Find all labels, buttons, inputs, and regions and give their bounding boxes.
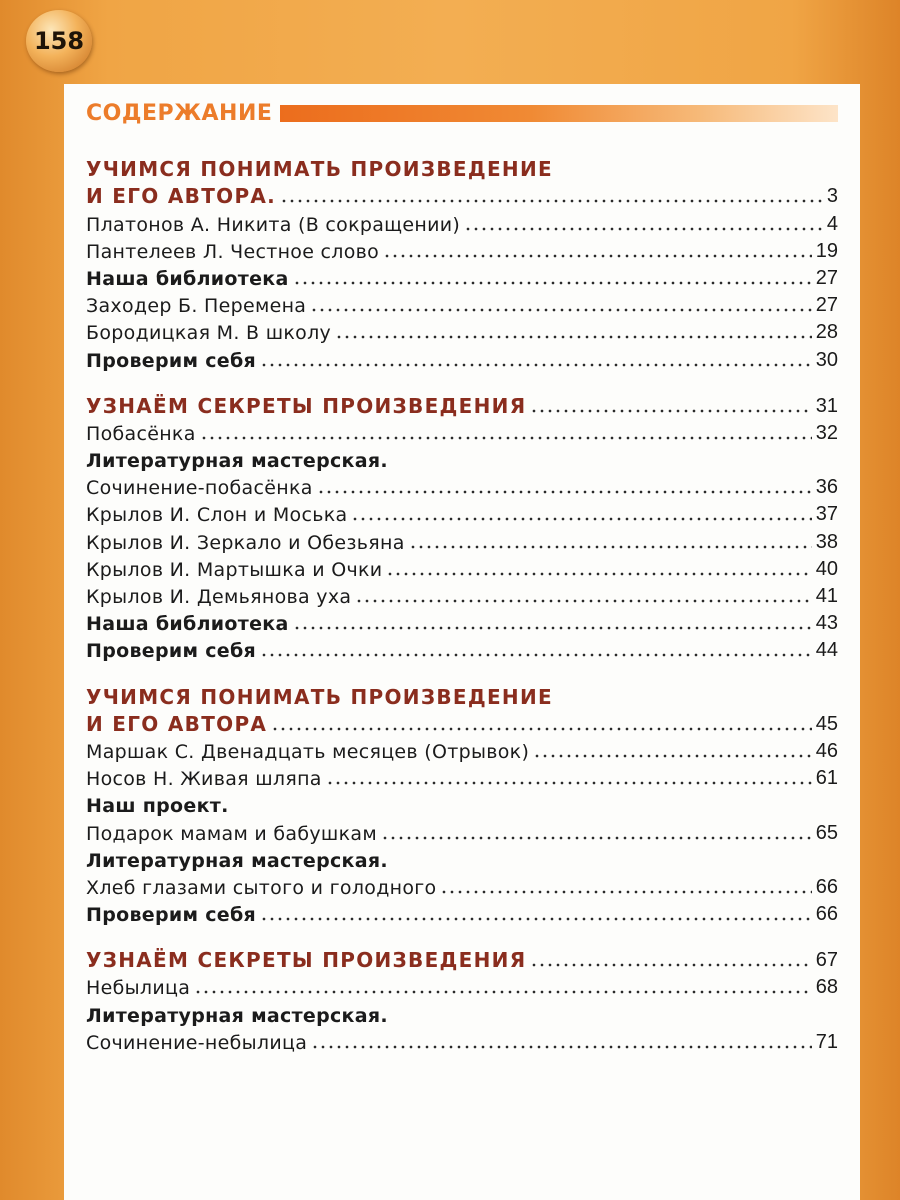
- dot-leader: [335, 335, 812, 339]
- toc-entry-page-number: 36: [815, 476, 838, 499]
- toc-entry-page-number: 37: [815, 503, 838, 526]
- toc-entry: [86, 290, 838, 317]
- toc-entry-page-number: 38: [815, 530, 838, 553]
- section-heading-page-number: 31: [815, 394, 838, 417]
- toc-entry: [86, 317, 838, 344]
- toc-entry: [86, 608, 838, 635]
- toc-entry-text: Побасёнка: [86, 422, 196, 445]
- dot-leader: [311, 1045, 812, 1049]
- dot-leader: [381, 836, 812, 840]
- toc-entry-page-number: 19: [815, 239, 838, 262]
- section-heading-page-number: 67: [815, 949, 838, 972]
- dot-leader: [409, 545, 812, 549]
- toc-entry-text: Наша библиотека: [86, 267, 289, 290]
- toc-entry: [86, 526, 838, 553]
- dot-leader: [310, 308, 812, 312]
- table-of-contents: [86, 154, 838, 1054]
- toc-entry-page-number: 30: [815, 348, 838, 371]
- toc-entry: [86, 554, 838, 581]
- dot-leader: [440, 890, 811, 894]
- contents-page: [64, 84, 860, 1200]
- toc-entry-text: Крылов И. Мартышка и Очки: [86, 558, 383, 581]
- toc-entry: [86, 208, 838, 235]
- subsection-heading-text: Литературная мастерская.: [86, 1004, 388, 1027]
- toc-entry: [86, 635, 838, 662]
- toc-entry: [86, 872, 838, 899]
- toc-entry-page-number: 32: [815, 421, 838, 444]
- toc-entry-text: Наша библиотека: [86, 613, 289, 636]
- dot-leader: [260, 363, 812, 367]
- toc-entry-page-number: 40: [815, 557, 838, 580]
- toc-entry-text: Крылов И. Слон и Моська: [86, 504, 348, 527]
- toc-entry: [86, 736, 838, 763]
- dot-leader: [271, 727, 812, 731]
- subsection-heading-text: Литературная мастерская.: [86, 849, 388, 872]
- toc-entry-text: Сочинение-побасёнка: [86, 477, 313, 500]
- subsection-heading: [86, 845, 838, 872]
- section-heading-page-number: 45: [815, 712, 838, 735]
- section-heading-page-number: 3: [826, 185, 838, 208]
- toc-entry-page-number: 66: [815, 903, 838, 926]
- dot-leader: [383, 254, 812, 258]
- section-heading-text: И ЕГО АВТОРА.: [86, 184, 277, 209]
- dot-leader: [200, 436, 812, 440]
- toc-entry-text: Бородицкая М. В школу: [86, 322, 332, 345]
- subsection-heading: [86, 790, 838, 817]
- toc-entry-page-number: 65: [815, 821, 838, 844]
- dot-leader: [293, 281, 812, 285]
- toc-entry-page-number: 61: [815, 767, 838, 790]
- header-decorative-bar: [280, 105, 838, 122]
- dot-leader: [293, 626, 812, 630]
- dot-leader: [386, 572, 811, 576]
- toc-entry: [86, 581, 838, 608]
- toc-entry-text: Пантелеев Л. Честное слово: [86, 240, 380, 263]
- toc-entry-page-number: 66: [815, 875, 838, 898]
- toc-entry: [86, 899, 838, 926]
- toc-entry: [86, 1027, 838, 1054]
- toc-entry-text: Крылов И. Зеркало и Обезьяна: [86, 531, 405, 554]
- dot-leader: [351, 517, 811, 521]
- toc-entry-page-number: 28: [815, 321, 838, 344]
- dot-leader: [317, 490, 812, 494]
- section-heading: [86, 681, 838, 708]
- toc-entry-text: Хлеб глазами сытого и голодного: [86, 876, 437, 899]
- subsection-heading-text: Наш проект.: [86, 795, 229, 818]
- dot-leader: [530, 409, 811, 413]
- dot-leader: [260, 917, 812, 921]
- section-heading-text: УЧИМСЯ ПОНИМАТЬ ПРОИЗВЕДЕНИЕ: [86, 157, 553, 182]
- toc-entry-text: Платонов А. Никита (В сокращении): [86, 213, 461, 236]
- contents-header: [86, 98, 838, 128]
- dot-leader: [280, 199, 823, 203]
- section-heading: [86, 945, 838, 972]
- section-heading: [86, 709, 838, 736]
- section-heading: [86, 181, 838, 208]
- toc-entry: [86, 972, 838, 999]
- toc-entry-page-number: 46: [815, 739, 838, 762]
- toc-entry: [86, 344, 838, 371]
- toc-entry: [86, 418, 838, 445]
- section-heading: [86, 391, 838, 418]
- toc-entry: [86, 817, 838, 844]
- dot-leader: [464, 227, 823, 231]
- toc-entry-text: Маршак С. Двенадцать месяцев (Отрывок): [86, 740, 530, 763]
- toc-entry-text: Проверим себя: [86, 640, 257, 663]
- toc-entry-page-number: 44: [815, 639, 838, 662]
- subsection-heading-text: Литературная мастерская.: [86, 450, 388, 473]
- section-heading-text: УЧИМСЯ ПОНИМАТЬ ПРОИЗВЕДЕНИЕ: [86, 684, 553, 709]
- toc-entry-text: Сочинение-небылица: [86, 1031, 308, 1054]
- toc-entry-text: Крылов И. Демьянова уха: [86, 586, 352, 608]
- toc-entry-text: Подарок мамам и бабушкам: [86, 822, 377, 845]
- toc-entry-page-number: 68: [815, 976, 838, 999]
- section-heading: [86, 154, 838, 181]
- toc-entry-page-number: 43: [815, 612, 838, 635]
- toc-entry-text: Заходер Б. Перемена: [86, 295, 307, 318]
- dot-leader: [533, 754, 812, 758]
- toc-entry-text: Проверим себя: [86, 904, 257, 927]
- toc-entry: [86, 472, 838, 499]
- toc-entry-text: Небылица: [86, 977, 191, 1000]
- dot-leader: [530, 963, 811, 967]
- subsection-heading: [86, 445, 838, 472]
- toc-entry-page-number: 41: [815, 585, 838, 607]
- toc-entry-text: Носов Н. Живая шляпа: [86, 768, 322, 791]
- page-number-badge: 158: [26, 10, 92, 72]
- toc-entry-page-number: 27: [815, 294, 838, 317]
- dot-leader: [326, 781, 812, 785]
- toc-entry: [86, 263, 838, 290]
- dot-leader: [194, 990, 812, 994]
- dot-leader: [260, 653, 812, 657]
- toc-entry-page-number: 71: [815, 1030, 838, 1053]
- section-heading-text: УЗНАЁМ СЕКРЕТЫ ПРОИЗВЕДЕНИЯ: [86, 948, 527, 973]
- toc-entry: [86, 236, 838, 263]
- toc-entry-page-number: 4: [826, 212, 838, 235]
- dot-leader: [355, 599, 811, 603]
- section-heading-text: УЗНАЁМ СЕКРЕТЫ ПРОИЗВЕДЕНИЯ: [86, 393, 527, 418]
- toc-entry: [86, 763, 838, 790]
- toc-entry: [86, 499, 838, 526]
- subsection-heading: [86, 999, 838, 1026]
- toc-entry-text: Проверим себя: [86, 349, 257, 372]
- section-heading-text: И ЕГО АВТОРА: [86, 711, 268, 736]
- contents-title: СОДЕРЖАНИЕ: [86, 100, 273, 126]
- toc-entry-page-number: 27: [815, 266, 838, 289]
